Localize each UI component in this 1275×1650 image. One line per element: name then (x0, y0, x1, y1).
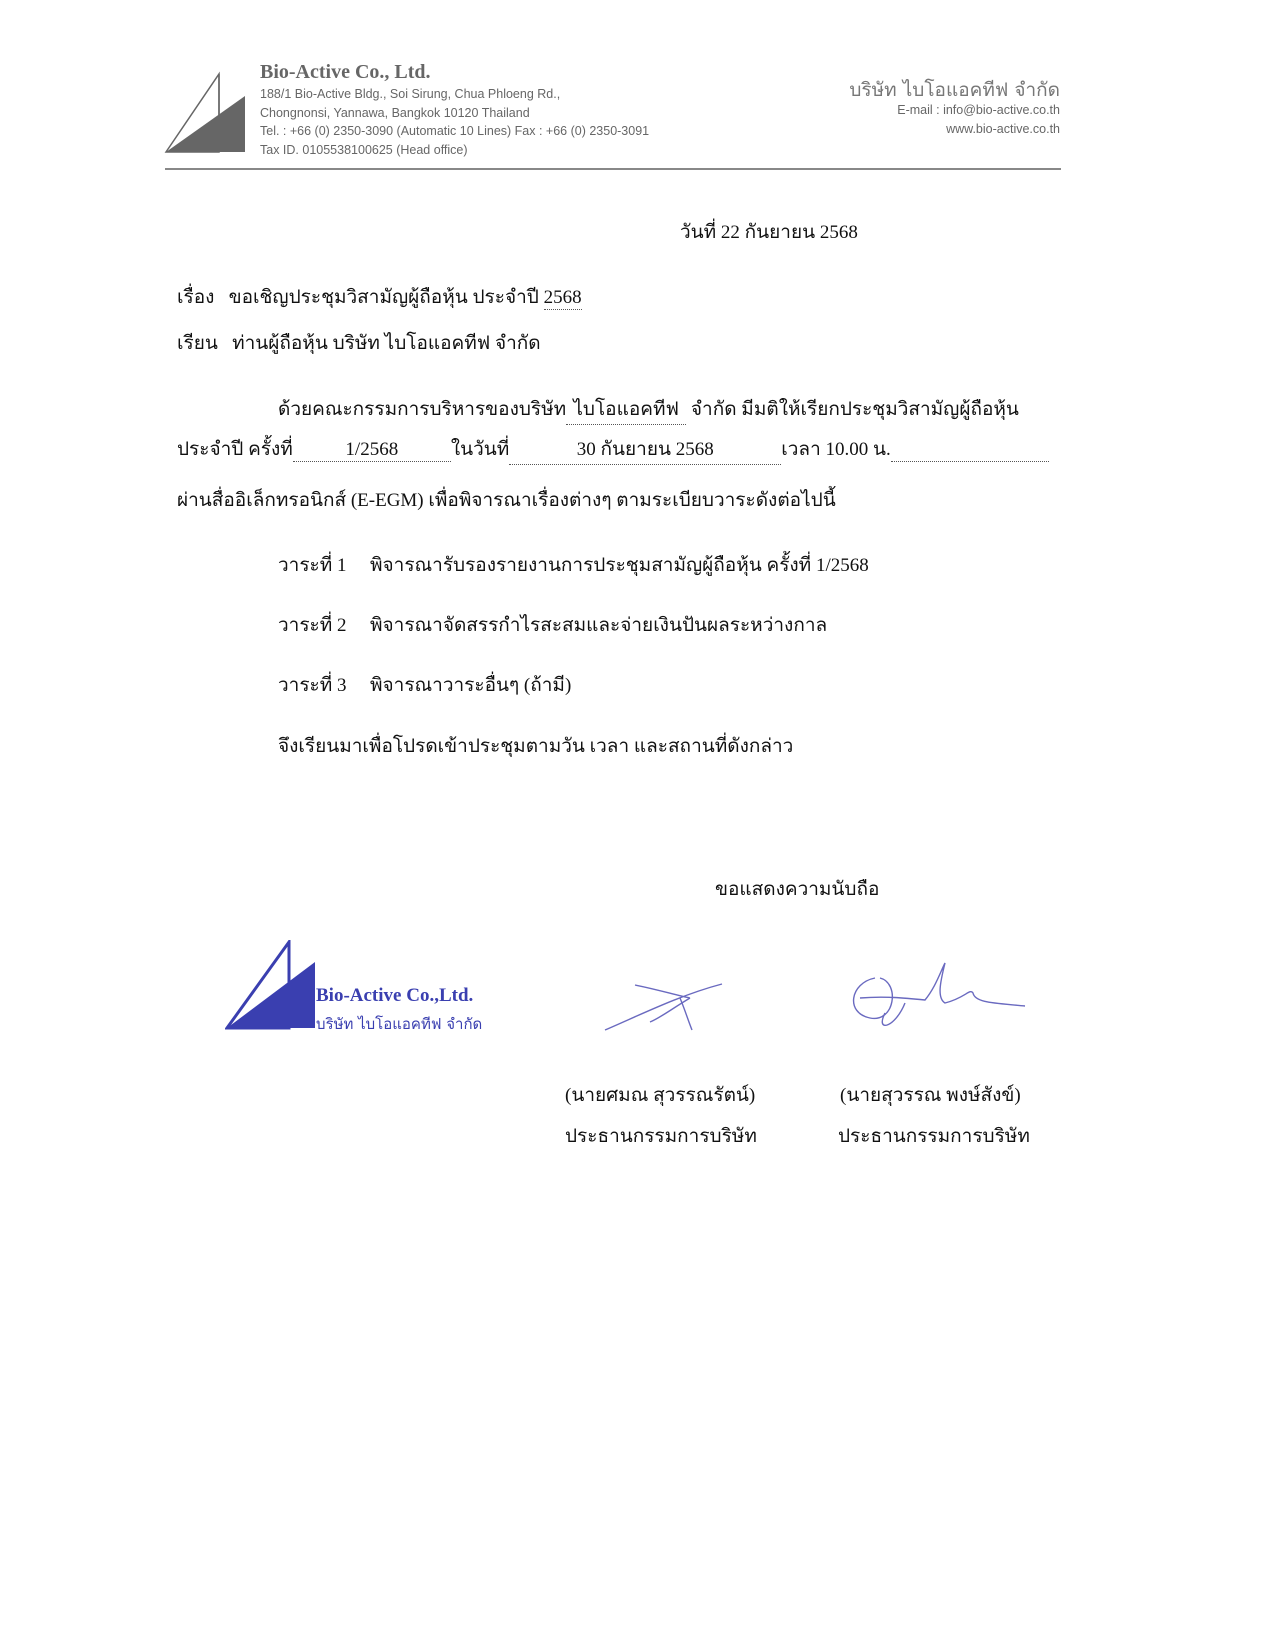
letter-date: วันที่ 22 กันยายน 2568 (680, 222, 858, 243)
closing-line: จึงเรียนมาเพื่อโปรดเข้าประชุมตามวัน เวลา และสถานที่ดังกล่าว (278, 736, 794, 757)
recipient-label: เรียน (177, 333, 218, 354)
body-line-1 (278, 394, 1019, 425)
company-field: ไบโอแอคทีฟ (566, 394, 686, 425)
address-line-1: 188/1 Bio-Active Bldg., Soi Sirung, Chua Phloeng Rd., (260, 87, 561, 101)
body-line-3: ผ่านสื่ออิเล็กทรอนิกส์ (E-EGM) เพื่อพิจารณาเรื่องต่างๆ ตามระเบียบวาระดังต่อไปนี้ (177, 490, 836, 511)
company-stamp-logo (225, 940, 317, 1030)
email-line: E-mail : info@bio-active.co.th (897, 103, 1060, 117)
body-line-2 (177, 434, 1049, 465)
body-text: จำกัด มีมติให้เรียกประชุมวิสามัญผู้ถือหุ้น (690, 399, 1019, 420)
regards: ขอแสดงความนับถือ (715, 879, 880, 900)
recipient-line (177, 328, 541, 358)
company-contact (897, 101, 1060, 138)
recipient-text: ท่านผู้ถือหุ้น บริษัท ไบโอแอคทีฟ จำกัด (232, 333, 541, 354)
body-text: ด้วยคณะกรรมการบริหารของบริษัท (278, 399, 567, 420)
subject-text: ขอเชิญประชุมวิสามัญผู้ถือหุ้น ประจำปี (228, 287, 539, 308)
phone-line: Tel. : +66 (0) 2350-3090 (Automatic 10 Lines) Fax : +66 (0) 2350-3091 (260, 124, 650, 138)
agenda-label: วาระที่ 1 (278, 555, 347, 576)
website-line: www.bio-active.co.th (946, 121, 1060, 136)
signature-1 (600, 970, 730, 1040)
agenda-label: วาระที่ 3 (278, 675, 347, 696)
signatory-1-title: ประธานกรรมการบริษัท (565, 1126, 757, 1147)
header-divider (165, 168, 1061, 170)
signatory-2-name: (นายสุวรรณ พงษ์สังข์) (840, 1085, 1021, 1106)
stamp-name-en: Bio-Active Co.,Ltd. (316, 985, 474, 1006)
meeting-date-field: 30 กันยายน 2568 (509, 434, 781, 465)
company-address (260, 85, 649, 159)
agenda-label: วาระที่ 2 (278, 615, 347, 636)
agenda-text: พิจารณาวาระอื่นๆ (ถ้ามี) (370, 675, 572, 696)
subject-label: เรื่อง (177, 287, 215, 308)
meeting-time: เวลา 10.00 น. (781, 439, 891, 460)
signatory-2-title: ประธานกรรมการบริษัท (838, 1126, 1030, 1147)
subject-year: 2568 (543, 287, 582, 308)
subject-line (177, 282, 582, 312)
signatory-1-name: (นายศมณ สุวรรณรัตน์) (565, 1085, 756, 1106)
tax-id-line: Tax ID. 0105538100625 (Head office) (260, 142, 468, 157)
agenda-text: พิจารณาจัดสรรกำไรสะสมและจ่ายเงินปันผลระหว่างกาล (370, 615, 828, 636)
agenda-text: พิจารณารับรองรายงานการประชุมสามัญผู้ถือหุ้น ครั้งที่ 1/2568 (370, 555, 869, 576)
agenda-item (278, 550, 869, 580)
company-logo (163, 68, 247, 154)
agenda-item (278, 670, 571, 700)
company-name-en: Bio-Active Co., Ltd. (260, 61, 431, 83)
meeting-number-field: 1/2568 (293, 439, 451, 462)
time-blank (891, 439, 1049, 462)
company-name-th: บริษัท ไบโอแอคทีฟ จำกัด (849, 79, 1060, 101)
stamp-name-th: บริษัท ไบโอแอคทีฟ จำกัด (316, 1015, 483, 1033)
body-text: ประจำปี ครั้งที่ (177, 439, 293, 460)
signature-2 (845, 958, 1035, 1038)
body-text: ในวันที่ (450, 439, 510, 460)
address-line-2: Chongnonsi, Yannawa, Bangkok 10120 Thailand (260, 105, 530, 120)
agenda-item (278, 610, 827, 640)
